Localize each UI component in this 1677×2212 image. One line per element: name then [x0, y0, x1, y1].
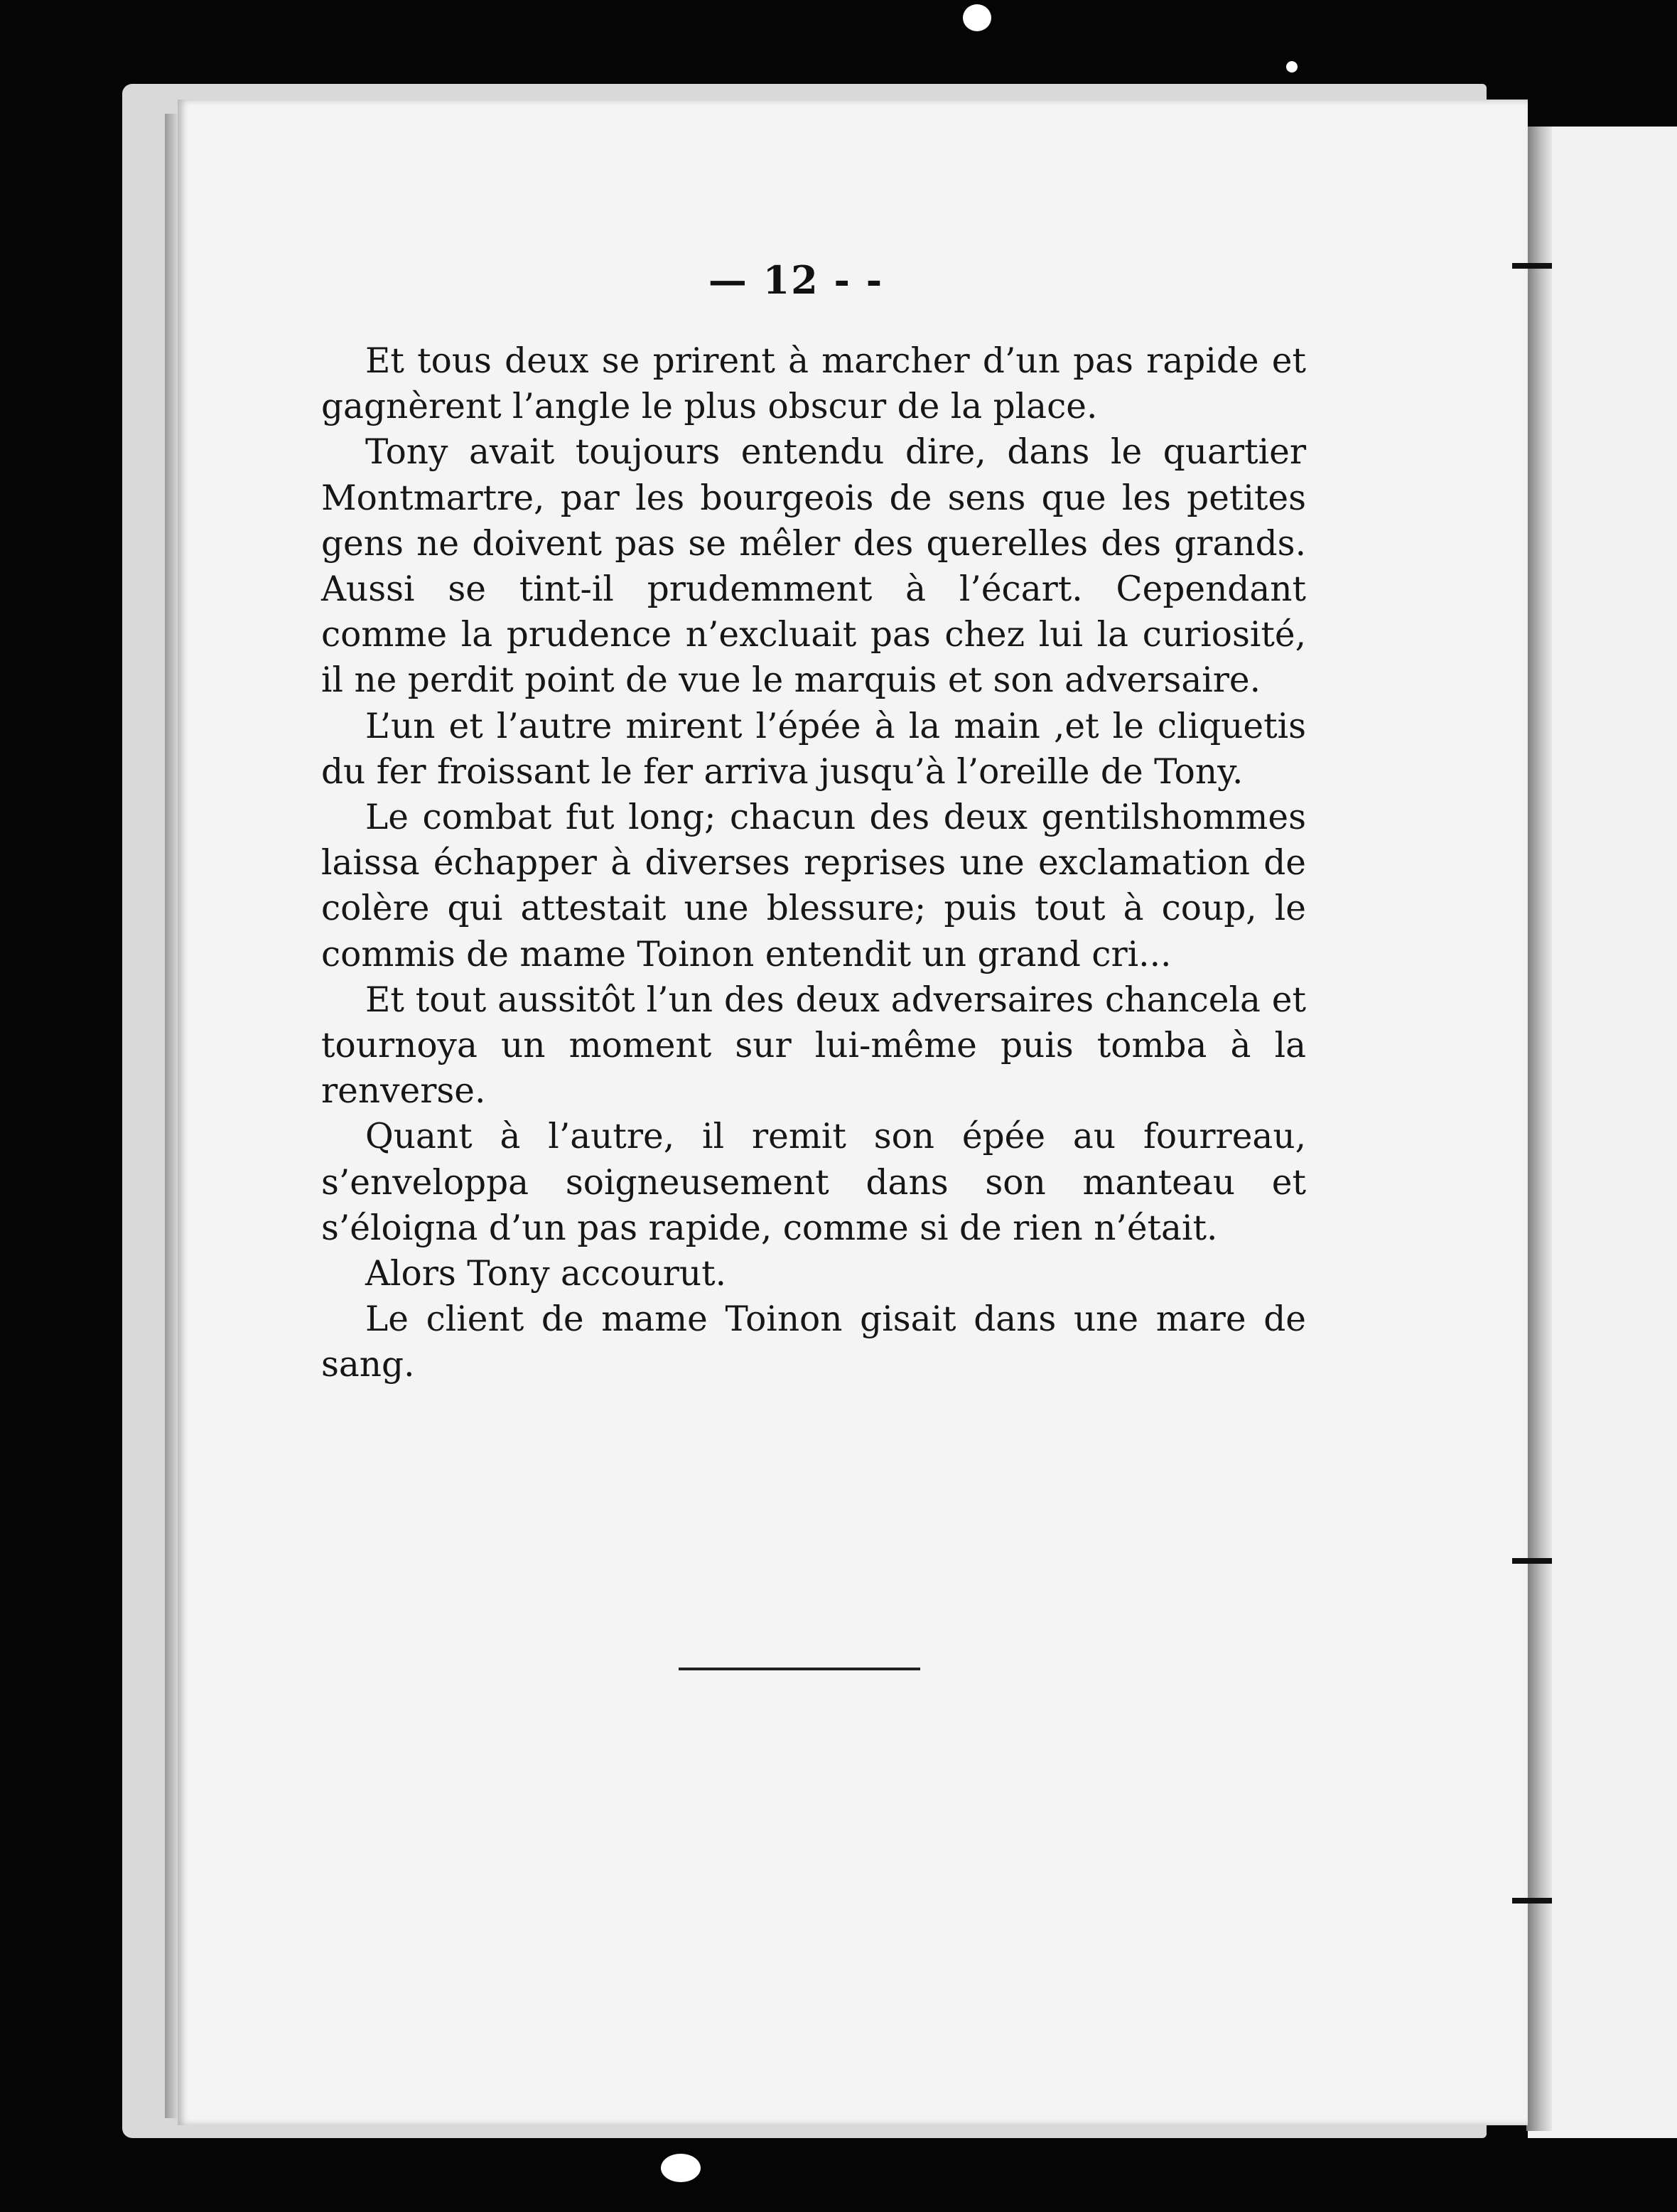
binding-stitch [1512, 1558, 1552, 1564]
paragraph: Et tous deux se prirent à marcher d’un pas rapide et gagnèrent l’angle le plus obscur de la place. [321, 341, 1306, 427]
scan-speck [963, 4, 991, 31]
book-gutter [1526, 127, 1552, 2131]
section-end-rule [679, 1668, 920, 1670]
paragraph: Tony avait toujours entendu dire, dans le quartier Montmartre, par les bourgeois de sens que les petites gens ne doivent pas se mêler des querelles des grands. Aussi se tint-il prudemment à l’écart. Cependant comme la prudence n’excluait pas chez lui la curiosité, il ne perdit point de vue le marquis et son adversaire. [321, 432, 1306, 701]
binding-stitch [1512, 1898, 1552, 1904]
paragraph: Le combat fut long; chacun des deux gentilshommes laissa échapper à diverses reprises une exclamation de colère qui attestait une blessure; puis tout à coup, le commis de mame Toinon entendit un grand cri... [321, 798, 1306, 975]
page-number-text: — 12 - - [708, 257, 884, 303]
body-text [321, 338, 1306, 1388]
paragraph: L’un et l’autre mirent l’épée à la main ,et le cliquetis du fer froissant le fer arriva jusqu’à l’oreille de Tony. [321, 706, 1306, 792]
paragraph: Quant à l’autre, il remit son épée au fourreau, s’enveloppa soigneusement dans son manteau et s’éloigna d’un pas rapide, comme si de rien n’était. [321, 1117, 1306, 1248]
paragraph: Alors Tony accourut. [365, 1254, 727, 1294]
paragraph: Et tout aussitôt l’un des deux adversaires chancela et tournoya un moment sur lui-même puis tomba à la renverse. [321, 979, 1306, 1112]
paragraph: Le client de mame Toinon gisait dans une mare de sang. [321, 1299, 1306, 1385]
scan-speck [661, 2154, 701, 2182]
page-number [0, 257, 1677, 303]
scan-speck [1286, 61, 1298, 73]
